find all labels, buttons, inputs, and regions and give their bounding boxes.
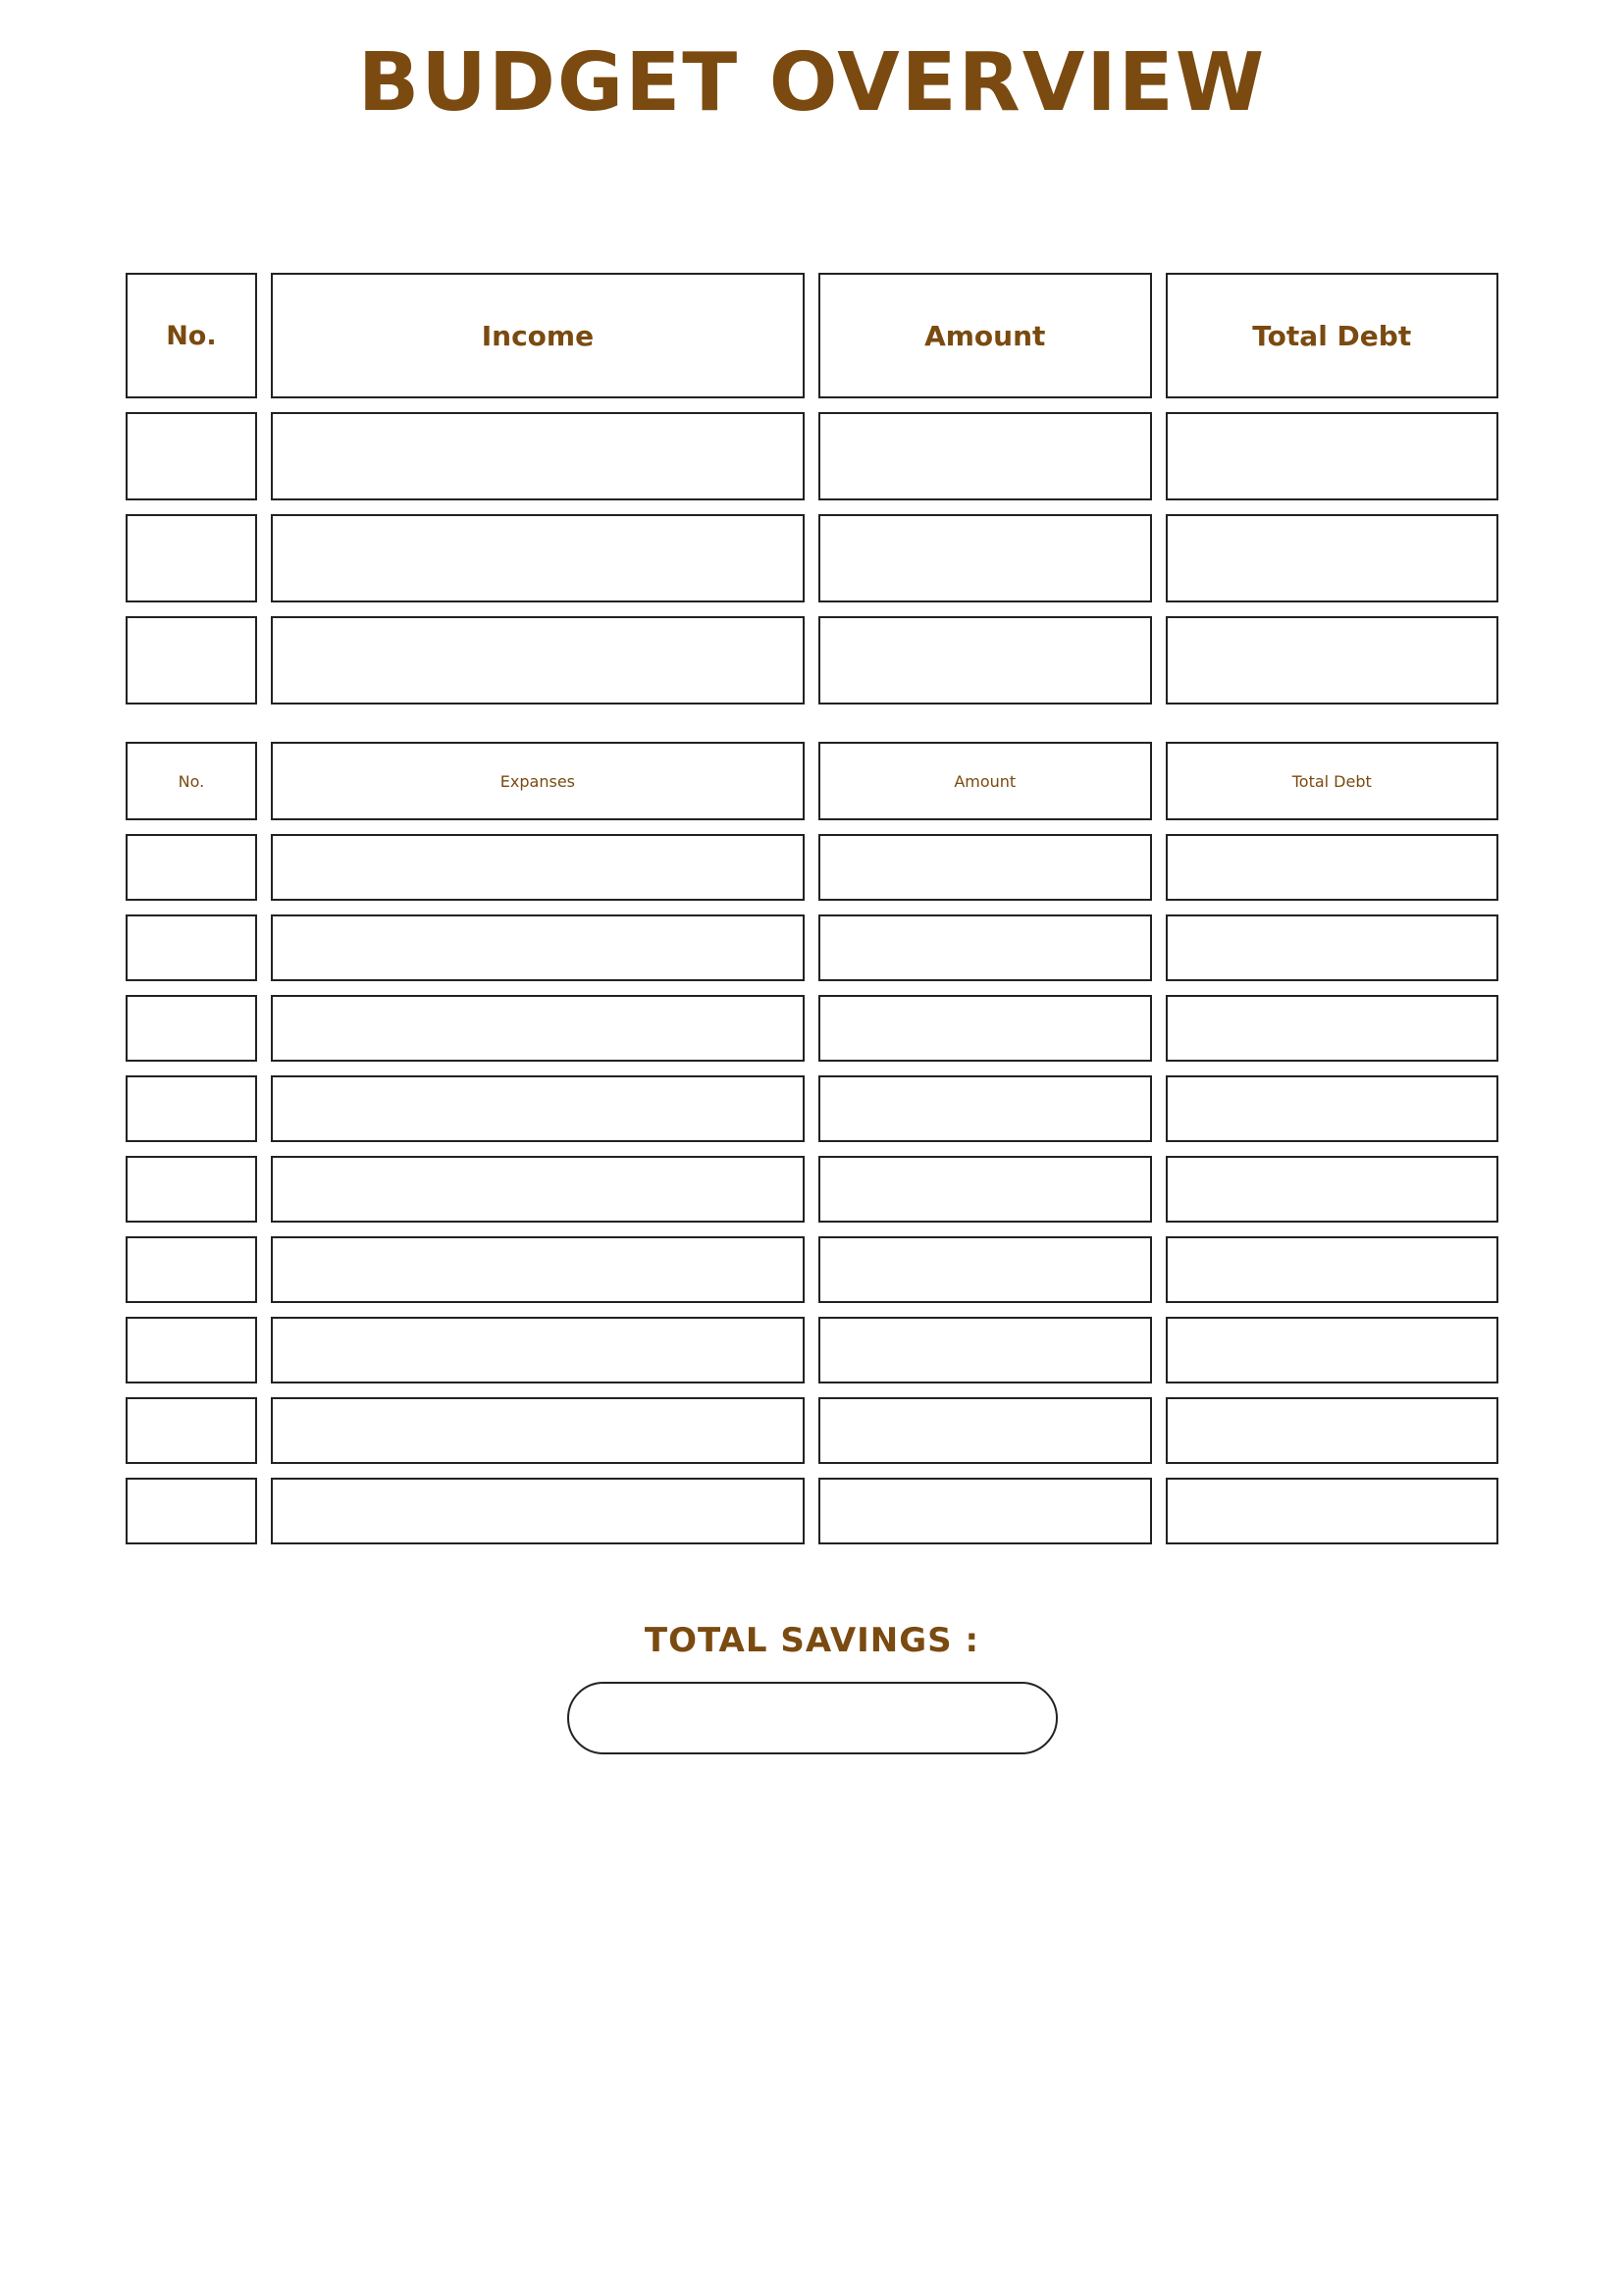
table-row <box>126 1478 1498 1544</box>
table-row <box>126 1317 1498 1383</box>
table-row <box>126 1156 1498 1223</box>
income-cell-no[interactable] <box>126 412 257 500</box>
expense-cell-amount[interactable] <box>818 1317 1152 1383</box>
expense-cell-no[interactable] <box>126 914 257 981</box>
expense-cell-no[interactable] <box>126 1397 257 1464</box>
income-cell-total-debt[interactable] <box>1166 412 1499 500</box>
income-cell-amount[interactable] <box>818 412 1152 500</box>
expense-cell-total-debt[interactable] <box>1166 995 1499 1062</box>
page-title: BUDGET OVERVIEW <box>357 36 1267 130</box>
table-row <box>126 995 1498 1062</box>
expense-cell-no[interactable] <box>126 995 257 1062</box>
total-savings-section <box>126 1621 1498 1754</box>
income-cell-name[interactable] <box>271 412 805 500</box>
expense-cell-name[interactable] <box>271 1075 805 1142</box>
table-row <box>126 834 1498 901</box>
expense-header-name: Expanses <box>271 742 805 820</box>
expense-cell-name[interactable] <box>271 1156 805 1223</box>
income-cell-total-debt[interactable] <box>1166 616 1499 704</box>
income-header-total-debt: Total Debt <box>1166 273 1499 398</box>
income-cell-no[interactable] <box>126 514 257 602</box>
expense-table <box>126 742 1498 1544</box>
table-row <box>126 616 1498 704</box>
table-row <box>126 412 1498 500</box>
table-row <box>126 1397 1498 1464</box>
table-row <box>126 1075 1498 1142</box>
expense-cell-amount[interactable] <box>818 1236 1152 1303</box>
income-header-name: Income <box>271 273 805 398</box>
income-header-no: No. <box>126 273 257 398</box>
expense-cell-name[interactable] <box>271 1317 805 1383</box>
expense-cell-total-debt[interactable] <box>1166 1478 1499 1544</box>
expense-cell-amount[interactable] <box>818 1478 1152 1544</box>
expense-cell-total-debt[interactable] <box>1166 1317 1499 1383</box>
income-cell-amount[interactable] <box>818 616 1152 704</box>
expense-header-amount: Amount <box>818 742 1152 820</box>
expense-cell-name[interactable] <box>271 995 805 1062</box>
expense-cell-no[interactable] <box>126 1156 257 1223</box>
expense-cell-total-debt[interactable] <box>1166 834 1499 901</box>
tables-container <box>0 273 1624 1754</box>
expense-header-row <box>126 742 1498 820</box>
expense-cell-name[interactable] <box>271 914 805 981</box>
expense-cell-amount[interactable] <box>818 834 1152 901</box>
expense-cell-amount[interactable] <box>818 1075 1152 1142</box>
expense-cell-total-debt[interactable] <box>1166 1156 1499 1223</box>
income-cell-name[interactable] <box>271 514 805 602</box>
expense-cell-no[interactable] <box>126 1478 257 1544</box>
expense-cell-no[interactable] <box>126 1075 257 1142</box>
expense-cell-name[interactable] <box>271 834 805 901</box>
expense-cell-name[interactable] <box>271 1397 805 1464</box>
expense-cell-no[interactable] <box>126 1236 257 1303</box>
income-table <box>126 273 1498 704</box>
income-header-amount: Amount <box>818 273 1152 398</box>
table-row <box>126 514 1498 602</box>
expense-cell-no[interactable] <box>126 1317 257 1383</box>
section-divider <box>126 718 1498 742</box>
total-savings-label: TOTAL SAVINGS : <box>644 1621 980 1661</box>
expense-cell-total-debt[interactable] <box>1166 1236 1499 1303</box>
expense-cell-name[interactable] <box>271 1236 805 1303</box>
income-header-row <box>126 273 1498 398</box>
income-cell-amount[interactable] <box>818 514 1152 602</box>
table-row <box>126 1236 1498 1303</box>
expense-header-no: No. <box>126 742 257 820</box>
expense-cell-no[interactable] <box>126 834 257 901</box>
expense-cell-name[interactable] <box>271 1478 805 1544</box>
expense-cell-amount[interactable] <box>818 995 1152 1062</box>
income-cell-no[interactable] <box>126 616 257 704</box>
expense-cell-amount[interactable] <box>818 1156 1152 1223</box>
income-cell-total-debt[interactable] <box>1166 514 1499 602</box>
expense-header-total-debt: Total Debt <box>1166 742 1499 820</box>
table-row <box>126 914 1498 981</box>
expense-cell-total-debt[interactable] <box>1166 1397 1499 1464</box>
expense-cell-amount[interactable] <box>818 1397 1152 1464</box>
expense-cell-total-debt[interactable] <box>1166 1075 1499 1142</box>
expense-cell-amount[interactable] <box>818 914 1152 981</box>
expense-cell-total-debt[interactable] <box>1166 914 1499 981</box>
total-savings-field[interactable] <box>567 1682 1058 1754</box>
income-cell-name[interactable] <box>271 616 805 704</box>
